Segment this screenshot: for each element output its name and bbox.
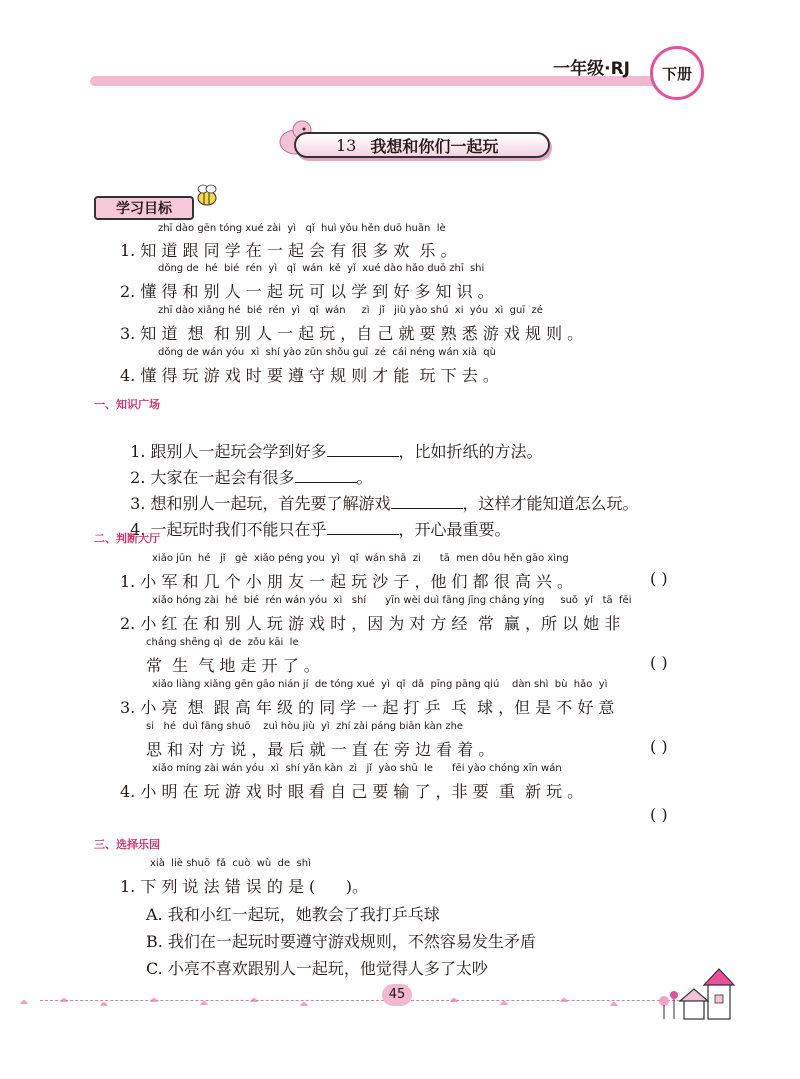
judge-2-answer[interactable]: ( ) (650, 653, 668, 672)
goal-4-text: 4. 懂 得 玩 游 戏 时 要 遵 守 规 则 才 能 玩 下 去 。 (120, 366, 499, 385)
goal-2-pinyin: dǒng de hé bié rén yì qǐ wán kě yǐ xué dào hǎo duō zhī shi (158, 263, 485, 274)
fill-blank-2: 2. 大家在一起会有很多 。 (130, 468, 373, 487)
fill-blank-1: 1. 跟别人一起玩会学到好多 ，比如折纸的方法。 (130, 442, 543, 461)
lesson-title (294, 132, 550, 158)
lesson-number: 13 (336, 135, 357, 155)
goal-4-pinyin: dǒng de wán yóu xì shí yào zūn shǒu guī zé cái néng wán xià qù (158, 347, 496, 358)
judge-4-answer[interactable]: ( ) (650, 805, 668, 824)
judge-3-text-1: 3. 小 亮 想 跟 高 年 级 的 同 学 一 起 打 乒 乓 球 ，但 是 不 好 意 (120, 698, 615, 717)
choice-1-text: 1. 下 列 说 法 错 误 的 是 ( )。 (120, 877, 369, 896)
page-number: 45 (382, 984, 412, 1006)
learning-goals-label: 学习目标 (94, 196, 194, 220)
footer-divider (40, 1000, 720, 1001)
goal-3-text: 3. 知 道 想 和 别 人 一 起 玩 ，自 己 就 要 熟 悉 游 戏 规 则 。 (120, 324, 584, 343)
lesson-title-banner (272, 130, 552, 162)
judge-1-text: 1. 小 军 和 几 个 小 朋 友 一 起 玩 沙 子 ，他 们 都 很 高 兴 。 (120, 572, 573, 591)
option-b[interactable]: B. 我们在一起玩时要遵守游戏规则，不然容易发生矛盾 (146, 932, 536, 951)
section-2-label: 二、判断大厅 (94, 532, 160, 545)
lesson-title-text: 我想和你们一起玩 (370, 136, 499, 156)
judge-3-answer[interactable]: ( ) (650, 737, 668, 756)
judge-3-text-2: 思 和 对 方 说 ，最 后 就 一 直 在 旁 边 看 着 。 (146, 740, 495, 759)
judge-3-pinyin-2: si hé duì fāng shuō zuì hòu jiù yì zhí zài páng biān kàn zhe (146, 721, 464, 732)
option-c[interactable]: C. 小亮不喜欢跟别人一起玩，他觉得人多了太吵 (146, 959, 488, 978)
bee-icon (192, 180, 222, 210)
judge-2-text-1: 2. 小 红 在 和 别 人 玩 游 戏 时 ，因 为 对 方 经 常 赢 ，所 以 她 非 (120, 614, 621, 633)
judge-1-answer[interactable]: ( ) (650, 569, 668, 588)
option-a[interactable]: A. 我和小红一起玩，她教会了我打乒乓球 (146, 905, 440, 924)
blank-4[interactable] (327, 520, 399, 535)
judge-2-text-2: 常 生 气 地 走 开 了 。 (146, 656, 320, 675)
choice-1-pinyin: xià liè shuō fǎ cuò wù de shì (150, 858, 311, 869)
volume-badge: 下册 (650, 46, 704, 100)
judge-2-pinyin-1: xiǎo hóng zài hé bié rén wán yóu xì shí yīn wèi duì fāng jīng cháng yíng suǒ yǐ tā fēi (152, 595, 632, 606)
judge-2-pinyin-2: cháng shēng qì de zǒu kāi le (146, 637, 299, 648)
judge-3-pinyin-1: xiǎo liàng xiǎng gēn gāo nián jí de tóng xué yì qǐ dǎ pīng pāng qiú dàn shì bù hǎo yì (152, 679, 608, 690)
goal-3-pinyin: zhī dào xiǎng hé bié rén yì qǐ wán zì jǐ jiù yào shú xi yóu xì guī zé (158, 305, 543, 316)
judge-1-pinyin: xiǎo jūn hé jǐ gè xiǎo péng you yì qǐ wán shā zi tā men dōu hěn gāo xìng (152, 553, 569, 564)
section-3-label: 三、选择乐园 (94, 838, 160, 851)
fill-blank-4: 4. 一起玩时我们不能只在乎 ，开心最重要。 (130, 520, 511, 539)
goal-1-text: 1. 知 道 跟 同 学 在 一 起 会 有 很 多 欢 乐 。 (120, 241, 457, 260)
judge-4-pinyin: xiǎo míng zài wán yóu xì shí yǎn kàn zì jǐ yào shū le fēi yào chóng xīn wán (152, 763, 562, 774)
fill-blank-3: 3. 想和别人一起玩，首先要了解游戏 ，这样才能知道怎么玩。 (130, 494, 639, 513)
judge-4-text: 4. 小 明 在 玩 游 戏 时 眼 看 自 己 要 输 了 ，非 要 重 新 玩 。 (120, 782, 584, 801)
goal-2-text: 2. 懂 得 和 别 人 一 起 玩 可 以 学 到 好 多 知 识 。 (120, 282, 494, 301)
house-icon (650, 965, 740, 1020)
grade-label: 一年级·RJ (553, 59, 630, 79)
goal-1-pinyin: zhī dào gēn tóng xué zài yì qǐ huì yǒu hěn duō huān lè (158, 223, 446, 234)
section-1-label: 一、知识广场 (94, 398, 160, 411)
